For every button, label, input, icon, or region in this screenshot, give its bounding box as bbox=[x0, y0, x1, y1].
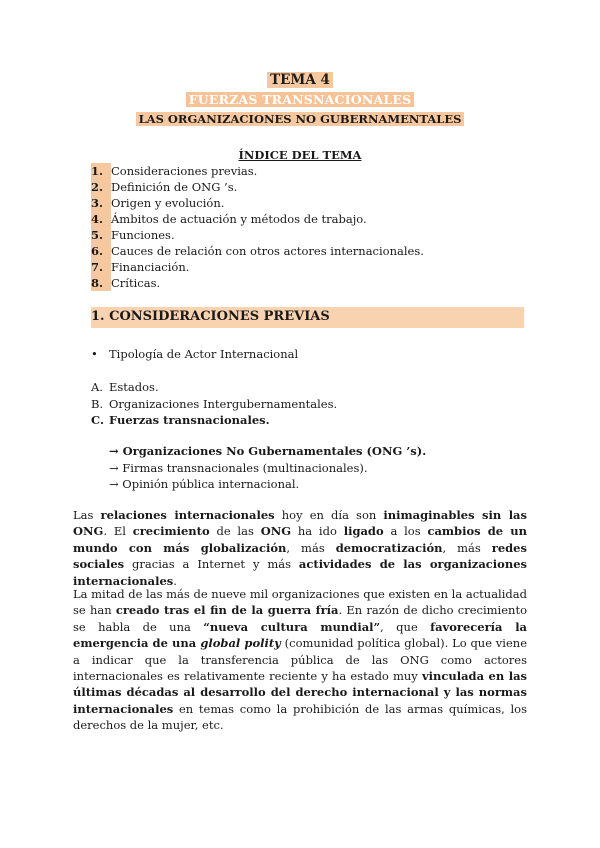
list-item: B. Organizaciones Intergubernamentales. bbox=[91, 396, 338, 411]
forces-list bbox=[109, 443, 426, 493]
tema-title: TEMA 4 bbox=[0, 72, 600, 88]
toc-item: 1. Consideraciones previas. bbox=[91, 164, 258, 178]
paragraph: Las relaciones internacionales hoy en día son inimaginables sin las ONG. El crecimiento de las ONG ha ido ligado a los cambios de un mundo con más globalización, más democratización, más redes sociales gracias a Internet y más actividades de las organizaciones internacionales. bbox=[73, 508, 528, 588]
toc-item: 4. Ámbitos de actuación y métodos de trabajo. bbox=[91, 212, 367, 226]
list-item: → Opinión pública internacional. bbox=[109, 477, 300, 491]
toc-item: 8. Críticas. bbox=[91, 276, 161, 290]
subtitle: FUERZAS TRANSNACIONALES bbox=[0, 92, 600, 107]
list-item: C. Fuerzas transnacionales. bbox=[91, 413, 270, 427]
toc-item: 2. Definición de ONG ’s. bbox=[91, 180, 238, 194]
list-item: → Organizaciones No Gubernamentales (ONG ’s). bbox=[109, 444, 427, 458]
list-item: A. Estados. bbox=[91, 380, 159, 394]
table-of-contents bbox=[91, 163, 424, 291]
bullet-item: • Tipología de Actor Internacional bbox=[91, 347, 299, 361]
section-heading: 1. CONSIDERACIONES PREVIAS bbox=[91, 307, 524, 328]
toc-item: 3. Origen y evolución. bbox=[91, 196, 225, 210]
list-item: → Firmas transnacionales (multinacionales). bbox=[109, 460, 368, 475]
heading: LAS ORGANIZACIONES NO GUBERNAMENTALES bbox=[0, 112, 600, 126]
toc-item: 5. Funciones. bbox=[91, 228, 175, 242]
index-title: ÍNDICE DEL TEMA bbox=[238, 148, 362, 162]
toc-item: 7. Financiación. bbox=[91, 260, 190, 274]
actor-list bbox=[91, 379, 337, 429]
toc-item: 6. Cauces de relación con otros actores internacionales. bbox=[91, 244, 424, 258]
paragraph: La mitad de las más de nueve mil organizaciones que existen en la actualidad se han creado tras el fin de la guerra fría. En razón de dicho crecimiento se habla de una “nueva cultura mundial”, que favorecería la emergencia de una global polity (comunidad política global). Lo que viene a indicar que la transferencia pública de las ONG como actores internacionales es relativamente reciente y ha estado muy vinculada en las últimas décadas al desarrollo del derecho internacional y las normas internacionales en temas como la prohibición de las armas químicas, los derechos de la mujer, etc. bbox=[73, 587, 528, 733]
